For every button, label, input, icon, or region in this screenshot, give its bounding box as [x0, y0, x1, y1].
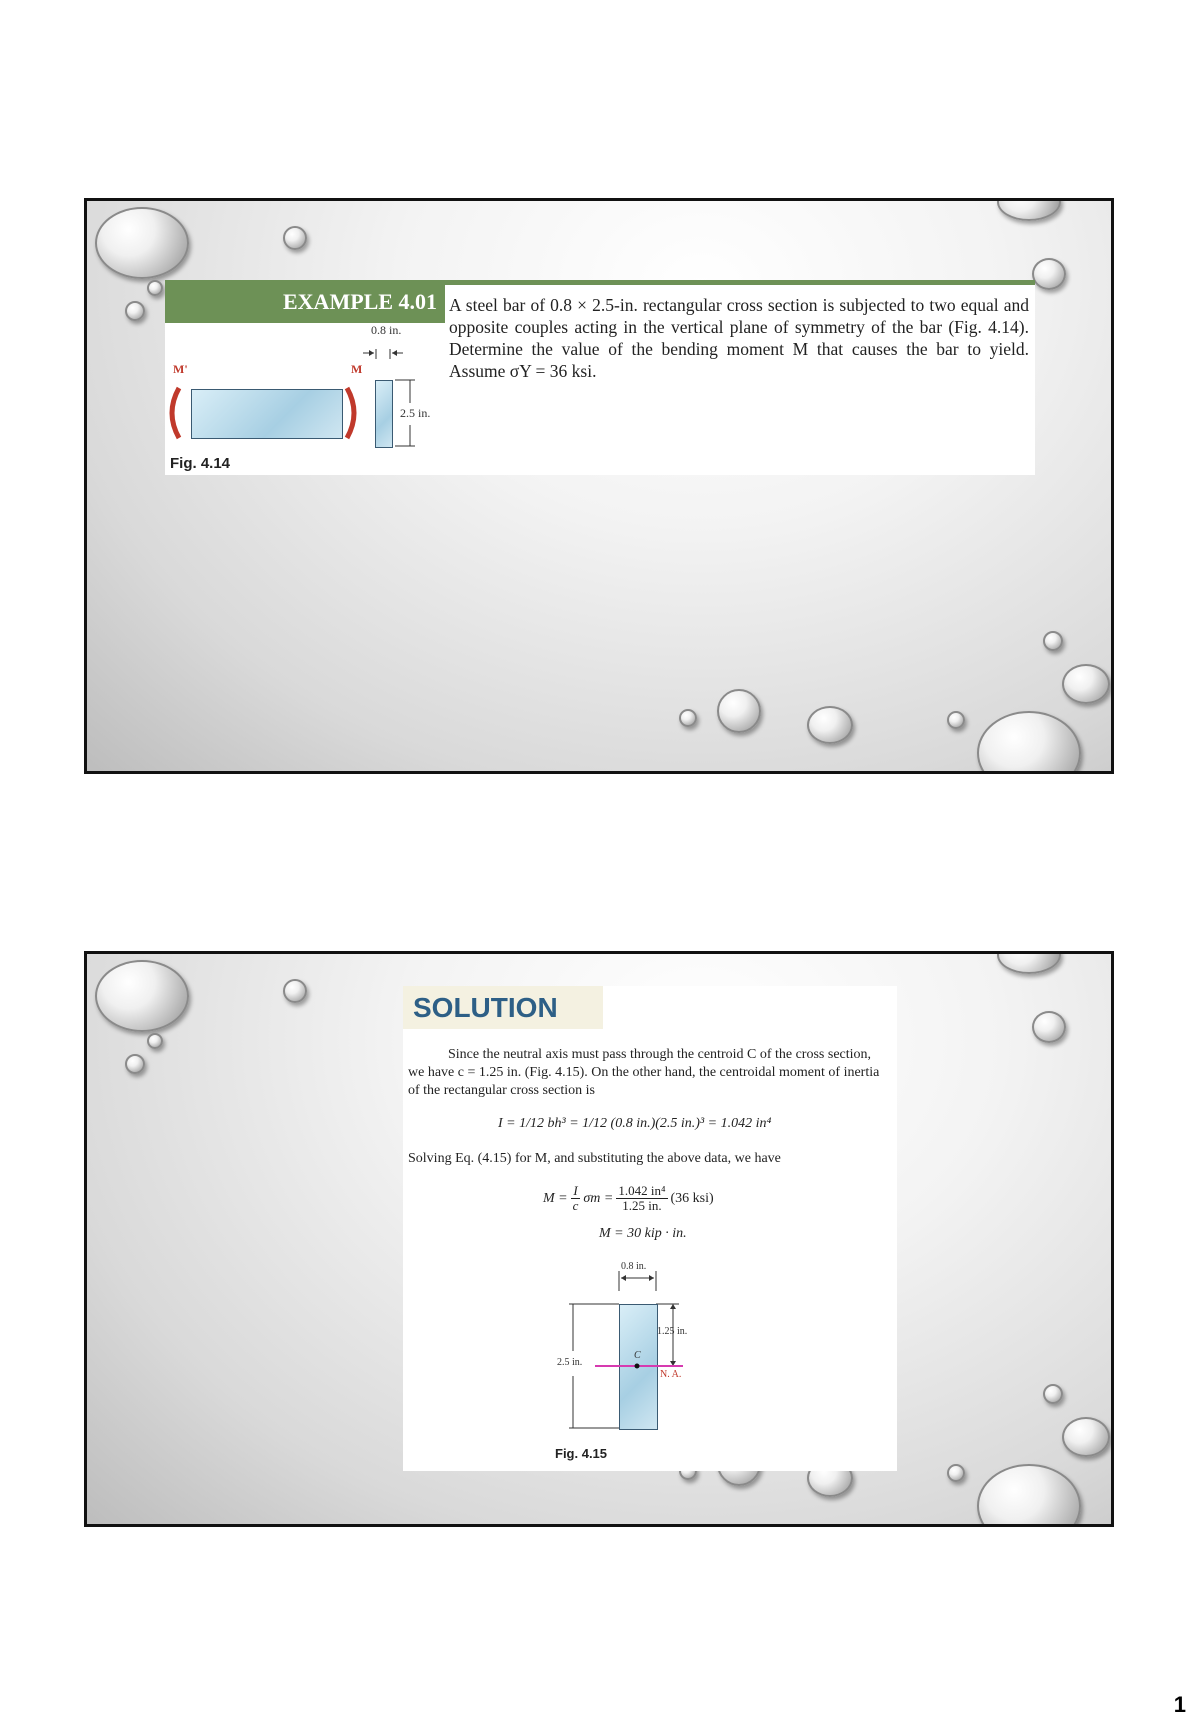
solution-paragraph-2: Solving Eq. (4.15) for M, and substituting the above data, we have: [408, 1151, 781, 1166]
water-drop-decoration: [947, 1464, 965, 1482]
height-label: 2.5 in.: [557, 1357, 583, 1368]
bar-side-view: [191, 389, 343, 439]
water-drop-decoration: [977, 711, 1081, 774]
water-drop-decoration: [147, 1033, 163, 1049]
water-drop-decoration: [283, 226, 307, 250]
slide-2: [84, 951, 1114, 1527]
neutral-axis-label: N. A.: [660, 1369, 682, 1380]
water-drop-decoration: [1062, 1417, 1110, 1457]
water-drop-decoration: [1043, 1384, 1063, 1404]
figure-caption: Fig. 4.15: [555, 1446, 608, 1461]
height-dimension-label: 2.5 in.: [400, 406, 431, 420]
bar-cross-section: [375, 380, 393, 448]
water-drop-decoration: [95, 960, 189, 1032]
water-drop-decoration: [679, 709, 697, 727]
water-drop-decoration: [147, 280, 163, 296]
moment-left-label: M': [173, 362, 188, 376]
values-denominator: 1.25 in.: [622, 1198, 662, 1213]
header-rule: [445, 280, 1035, 285]
water-drop-decoration: [1032, 258, 1066, 290]
moment-eq-lhs: M =: [543, 1190, 568, 1206]
water-drop-decoration: [807, 706, 853, 744]
moment-right-label: M: [351, 362, 363, 376]
slide-1: [84, 198, 1114, 774]
water-drop-decoration: [125, 1054, 145, 1074]
example-panel: [165, 280, 1035, 475]
example-label: EXAMPLE 4.01: [165, 280, 445, 323]
water-drop-decoration: [95, 207, 189, 279]
water-drop-decoration: [283, 979, 307, 1003]
solution-paragraph-1: Since the neutral axis must pass through the centroid C of the cross section, we have c = 1.25 in. (Fig. 4.15). On the other hand, the centroidal moment of inertia of the rectangular cross section is: [408, 1047, 880, 1098]
centroid-label: C: [634, 1350, 641, 1361]
water-drop-decoration: [977, 1464, 1081, 1527]
values-fraction: [616, 1184, 667, 1213]
solution-label: SOLUTION: [403, 986, 603, 1029]
figure-caption: Fig. 4.14: [170, 455, 231, 472]
water-drop-decoration: [1062, 664, 1110, 704]
moment-eq-sigma: σm =: [583, 1190, 614, 1206]
figure-4-15: [533, 1261, 753, 1466]
half-height-label: 1.25 in.: [657, 1326, 688, 1337]
width-dimension-label: 0.8 in.: [371, 323, 402, 337]
inertia-equation: I = 1/12 bh³ = 1/12 (0.8 in.)(2.5 in.)³ = 1.042 in⁴: [498, 1116, 772, 1131]
fraction-numerator: I: [571, 1184, 581, 1199]
fraction-denominator: c: [572, 1198, 579, 1213]
water-drop-decoration: [717, 689, 761, 733]
water-drop-decoration: [947, 711, 965, 729]
moment-equation: [543, 1184, 714, 1213]
water-drop-decoration: [997, 951, 1061, 974]
moment-eq-tail: (36 ksi): [670, 1190, 714, 1206]
water-drop-decoration: [125, 301, 145, 321]
i-over-c-fraction: [571, 1184, 581, 1213]
problem-statement: A steel bar of 0.8 × 2.5-in. rectangular cross section is subjected to two equal and opposite couples acting in the vertical plane of symmetry of the bar (Fig. 4.14). Determine the value of the bending moment M that causes the bar to yield. Assume σY = 36 ksi.: [449, 295, 1029, 381]
water-drop-decoration: [1032, 1011, 1066, 1043]
water-drop-decoration: [997, 198, 1061, 221]
values-numerator: 1.042 in⁴: [618, 1183, 666, 1198]
solution-panel: [403, 986, 897, 1471]
width-label: 0.8 in.: [621, 1261, 647, 1272]
figure-4-14: [165, 323, 449, 475]
water-drop-decoration: [1043, 631, 1063, 651]
page-number: 1: [1173, 1692, 1186, 1717]
moment-result: M = 30 kip · in.: [599, 1226, 687, 1241]
